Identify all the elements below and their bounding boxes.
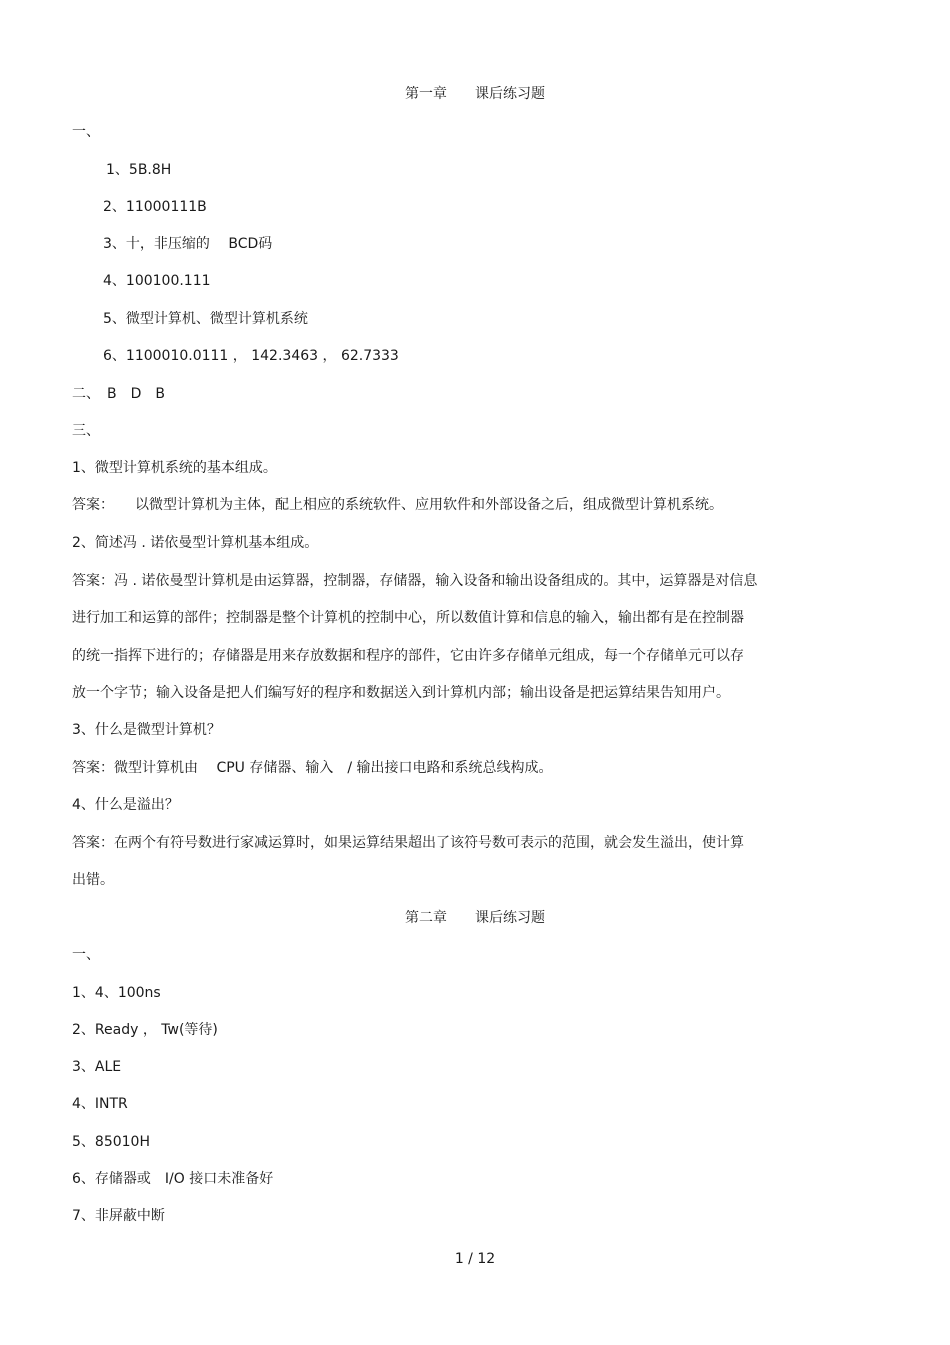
chapter1-part1-heading: 一、 [72,124,100,140]
chapter1-item: 2、11000111B [103,199,207,215]
chapter1-item: 1、5B.8H [106,162,172,178]
answer-2-line: 放一个字节；输入设备是把人们编写好的程序和数据送入到计算机内部；输出设备是把运算结果告知用户。 [72,685,730,701]
question-4: 4、什么是溢出？ [72,797,179,813]
chapter2-item: 1、4、100ns [72,985,161,1001]
chapter1-item: 3、十，非压缩的 BCD码 [103,236,273,252]
chapter2-item: 5、85010H [72,1134,150,1150]
chapter2-part1-heading: 一、 [72,947,100,963]
chapter1-part3-heading: 三、 [72,423,100,439]
chapter2-title: 第二章 课后练习题 [405,910,545,926]
chapter2-item: 6、存储器或 I/O 接口未准备好 [72,1171,274,1187]
chapter2-item: 7、非屏蔽中断 [72,1208,165,1224]
chapter1-item: 6、1100010.0111 ， 142.3463 ， 62.7333 [103,348,399,364]
chapter2-item: 2、Ready ， Tw(等待) [72,1022,218,1038]
answer-1: 答案： 以微型计算机为主体，配上相应的系统软件、应用软件和外部设备之后，组成微型计算机系统。 [72,497,723,513]
answer-3: 答案：微型计算机由 CPU 存储器、输入 / 输出接口电路和系统总线构成。 [72,760,553,776]
chapter2-item: 4、INTR [72,1096,128,1112]
question-1: 1、微型计算机系统的基本组成。 [72,460,277,476]
chapter1-item: 4、100100.111 [103,273,211,289]
page-number: 1 / 12 [454,1251,496,1267]
chapter2-item: 3、ALE [72,1059,122,1075]
answer-4-line: 出错。 [72,872,114,888]
answer-4-line: 答案：在两个有符号数进行家减运算时，如果运算结果超出了该符号数可表示的范围，就会发生溢出，使计算 [72,835,744,851]
answer-2-line: 进行加工和运算的部件；控制器是整个计算机的控制中心，所以数值计算和信息的输入，输出都有是在控制器 [72,610,744,626]
question-3: 3、什么是微型计算机？ [72,722,221,738]
answer-2-line: 答案：冯 . 诺依曼型计算机是由运算器，控制器，存储器，输入设备和输出设备组成的。其中，运算器是对信息 [72,573,758,589]
chapter1-part2: 二、 B D B [72,386,165,402]
question-2: 2、简述冯 . 诺依曼型计算机基本组成。 [72,535,319,551]
chapter1-title: 第一章 课后练习题 [405,86,545,102]
answer-2-line: 的统一指挥下进行的；存储器是用来存放数据和程序的部件，它由许多存储单元组成，每一个存储单元可以存 [72,648,744,664]
chapter1-item: 5、微型计算机、微型计算机系统 [103,311,308,327]
